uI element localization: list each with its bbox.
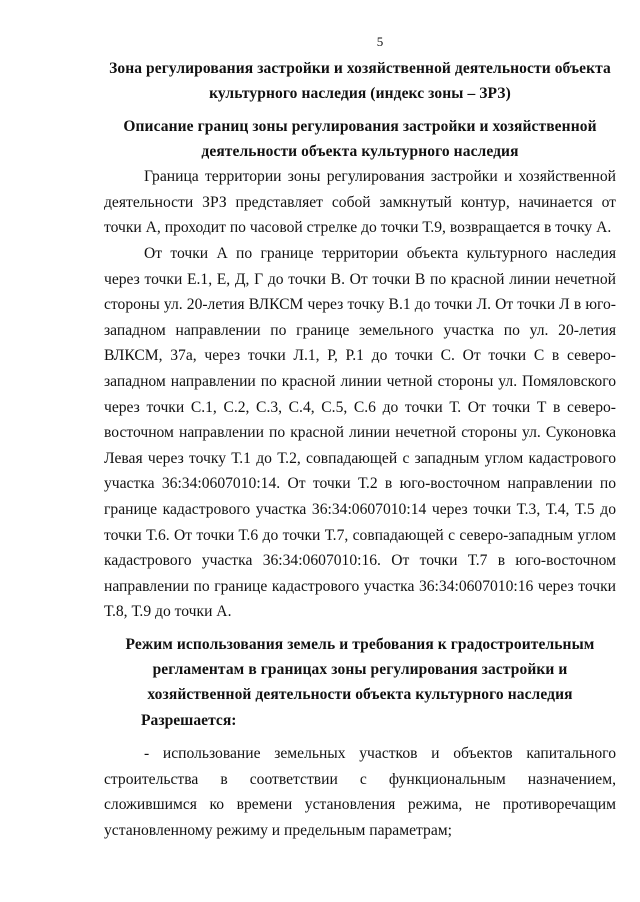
- page-number: 5: [376, 34, 384, 49]
- paragraph-boundary-overview: Граница территории зоны регулирования застройки и хозяйственной деятельности ЗРЗ представляет собой замкнутый контур, начинается от точки А, проходит по часовой стрелке до точки Т.9, возвращается в точку А.: [104, 168, 616, 237]
- paragraph-boundary-description: От точки А по границе территории объекта культурного наследия через точки Е.1, Е, Д, Г до точки В. От точки В по красной линии нечетной стороны ул. 20-летия ВЛКСМ через точку В.1 до точки Л. От точки Л в юго-западном направлении по границе земельного участка по ул. 20-летия ВЛКСМ, 37а, через точки Л.1, Р, Р.1 до точки С. От точки С в северо-западном направлении по красной линии четной стороны ул. Помяловского через точки С.1, С.2, С.3, С.4, С.5, С.6 до точки Т. От точки Т в северо-восточном направлении по красной линии нечетной стороны ул. Суконовка Левая через точку Т.1 до Т.2, совпадающей с западным углом кадастрового участка 36:34:0607010:14. От точки Т.2 в юго-восточном направлении по границе кадастрового участка 36:34:0607010:14 через точки Т.3, Т.4, Т.5 до точки Т.6. От точки Т.6 до точки Т.7, совпадающей с северо-западным углом кадастрового участка 36:34:0607010:16. От точки Т.7 в юго-восточном направлении по границе кадастрового участка 36:34:0607010:16 через точки Т.8, Т.9 до точки А.: [104, 245, 616, 621]
- allowed-item: - использование земельных участков и объектов капитального строительства в соответствии с функциональным назначением, сложившимся ко времени установления режима, не противоречащим установленному режиму и предельным параметрам;: [104, 745, 616, 839]
- zone-title: Зона регулирования застройки и хозяйственной деятельности объекта культурного наследия (индекс зоны – ЗРЗ): [109, 60, 611, 102]
- regime-title: Режим использования земель и требования к градостроительным регламентам в границах зоны регулирования застройки и хозяйственной деятельности объекта культурного наследия: [125, 636, 595, 703]
- allowed-label: Разрешается:: [141, 712, 237, 729]
- boundaries-title: Описание границ зоны регулирования застройки и хозяйственной деятельности объекта культурного наследия: [123, 118, 597, 160]
